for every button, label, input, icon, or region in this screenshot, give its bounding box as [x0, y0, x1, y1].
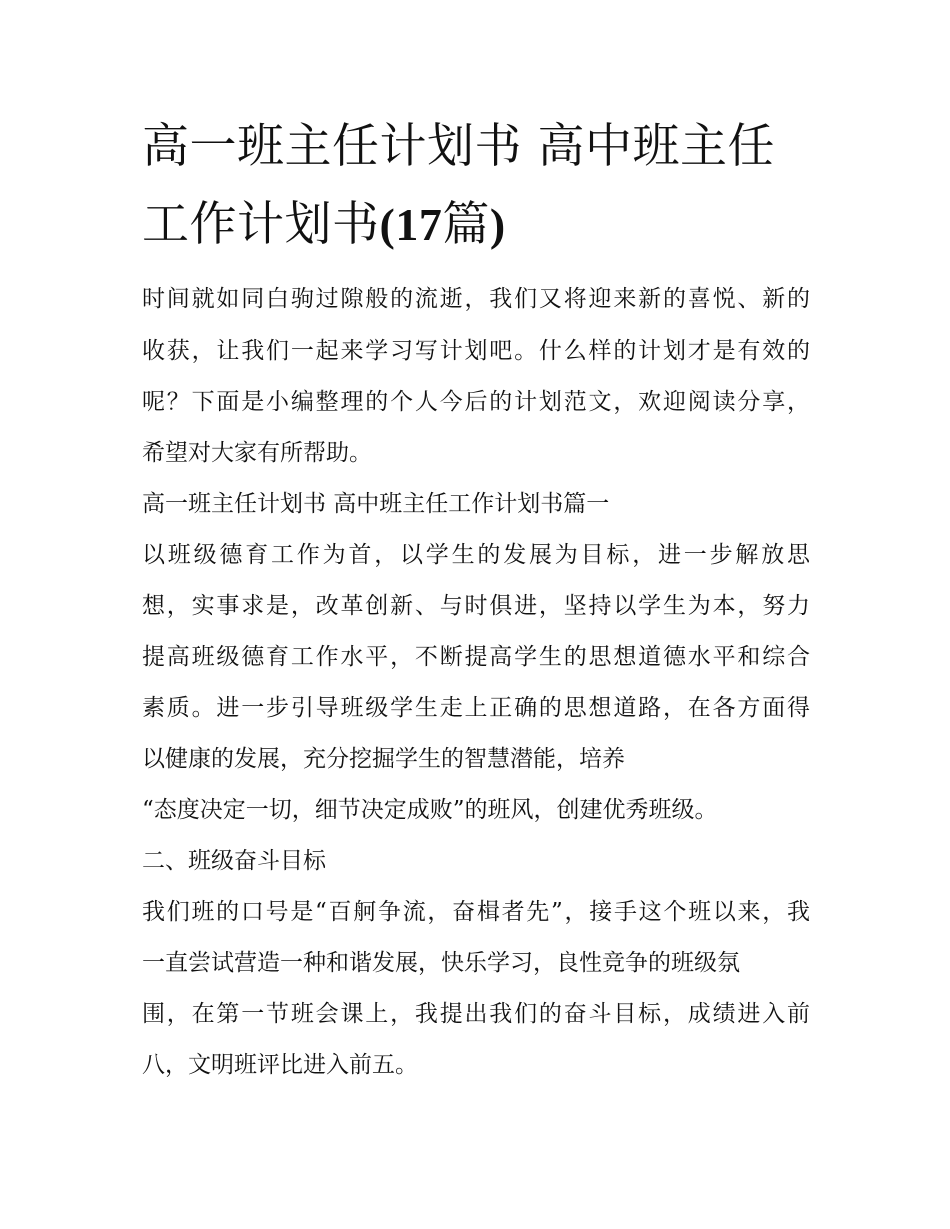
- intro-line: 收获，让我们一起来学习写计划吧。什么样的计划才是有效的: [142, 338, 810, 364]
- intro-line: 呢？下面是小编整理的个人今后的计划范文，欢迎阅读分享，: [142, 389, 810, 415]
- document-title-line-1: [142, 117, 775, 177]
- paragraph-line: “态度决定一切，细节决定成败”的班风，创建优秀班级。: [142, 797, 718, 823]
- title-text: 工作计划书: [142, 197, 380, 252]
- intro-line: 希望对大家有所帮助。: [142, 440, 372, 466]
- title-count: (17: [379, 199, 443, 250]
- title-paren: ): [489, 199, 506, 250]
- paragraph-line: 提高班级德育工作水平，不断提高学生的思想道德水平和综合: [142, 644, 810, 670]
- document-title-line-2: [142, 195, 506, 255]
- paragraph-line: 一直尝试营造一种和谐发展，快乐学习，良性竞争的班级氛: [142, 950, 740, 976]
- paragraph-line: 素质。进一步引导班级学生走上正确的思想道路，在各方面得: [142, 695, 810, 721]
- intro-line: 时间就如同白驹过隙般的流逝，我们又将迎来新的喜悦、新的: [142, 286, 810, 312]
- paragraph-line: 想，实事求是，改革创新、与时俱进，坚持以学生为本，努力: [142, 593, 810, 619]
- title-text: 篇: [442, 197, 490, 252]
- section-heading: 高一班主任计划书 高中班主任工作计划书篇一: [142, 491, 610, 517]
- paragraph-line: 围，在第一节班会课上，我提出我们的奋斗目标，成绩进入前: [142, 1001, 810, 1027]
- paragraph-line: 以班级德育工作为首，以学生的发展为目标，进一步解放思: [142, 542, 810, 568]
- title-text: 高一班主任计划书 高中班主任: [142, 119, 775, 174]
- paragraph-line: 八，文明班评比进入前五。: [142, 1052, 418, 1078]
- paragraph-line: 我们班的口号是“百舸争流，奋楫者先”，接手这个班以来，我: [142, 899, 810, 925]
- paragraph-line: 以健康的发展，充分挖掘学生的智慧潜能，培养: [142, 746, 625, 772]
- section-heading: 二、班级奋斗目标: [142, 848, 326, 874]
